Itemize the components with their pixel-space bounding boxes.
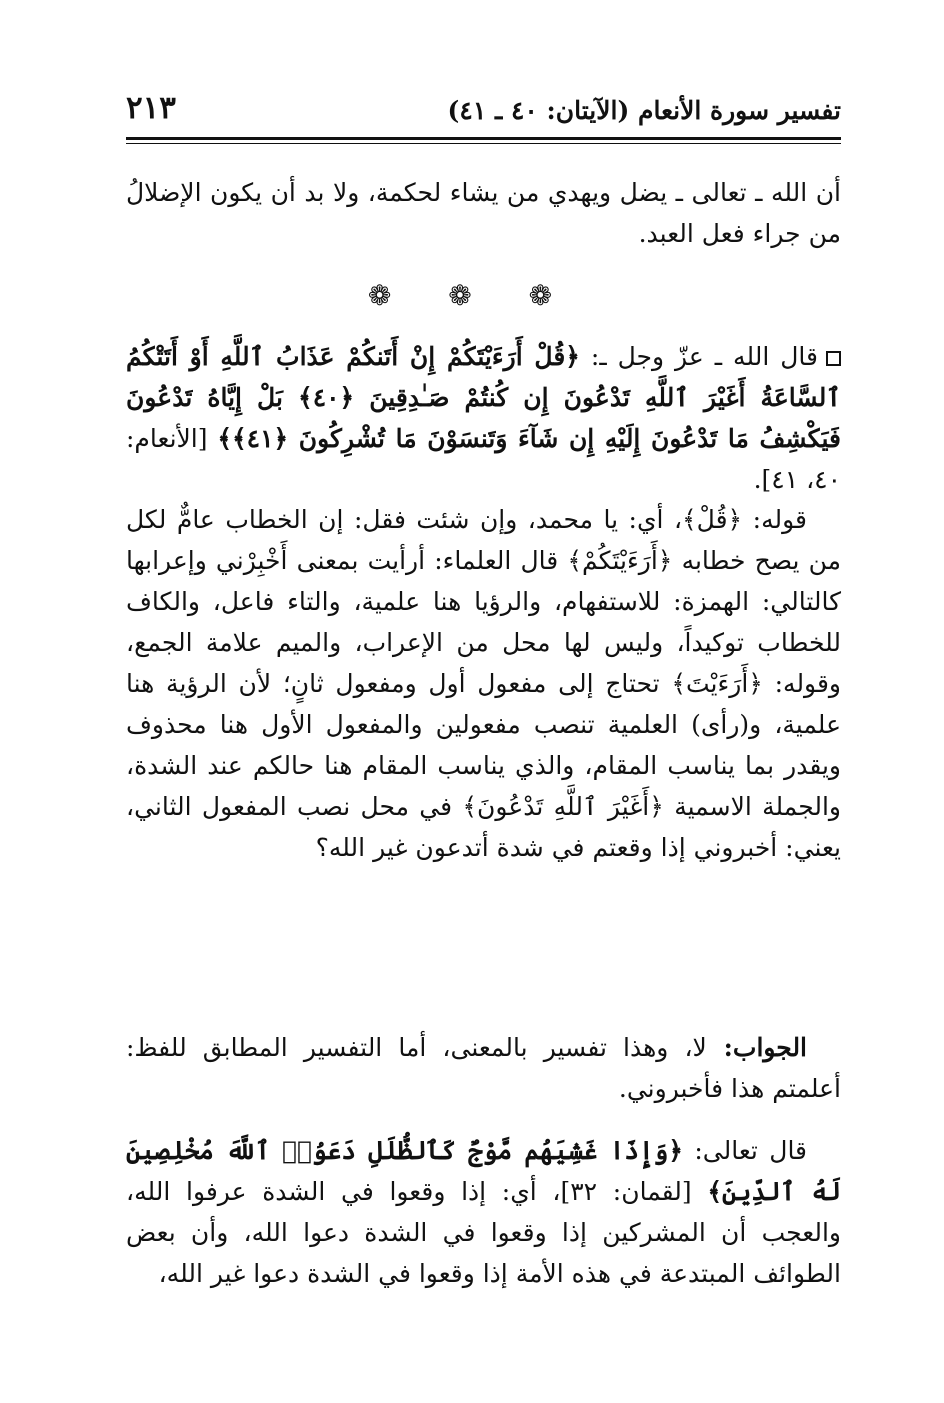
paragraph-verse-quote: [126, 336, 841, 500]
page-header: [126, 88, 841, 128]
quran-verse: ﴿قُلْ أَرَءَيْتَكُمْ إِنْ أَتَنكُمْ عَذَابُ ٱللَّهِ أَوْ أَتَتْكُمُ ٱلسَّاعَةُ أَغَيْرَ ٱللَّهِ تَدْعُونَ إِن كُنتُمْ صَـٰدِقِينَ ﴿٤٠﴾ بَلْ إِيَّاهُ تَدْعُونَ فَيَكْشِفُ مَا تَدْعُونَ إِلَيْهِ إِن شَآءَ وَتَنسَوْنَ مَا تُشْرِكُونَ ﴿٤١﴾﴾: [126, 342, 841, 453]
header-rule-thick: [126, 137, 841, 140]
verse-reference: [الأنعام: ٤٠، ٤١].: [126, 424, 841, 494]
verse-intro: قال الله ـ عزّ وجل ـ:: [579, 342, 818, 371]
paragraph-luqman: [126, 1130, 841, 1294]
paragraph-commentary: قوله: ﴿قُلْ﴾، أي: يا محمد، وإن شئت فقل: إن الخطاب عامٌّ لكل من يصح خطابه ﴿أَرَءَيْتَكُمْ﴾ قال العلماء: أرأيت بمعنى أَخْبِرْني وإعرابها كالتالي: الهمزة: للاستفهام، والرؤيا هنا علمية، والتاء فاعل، والكاف للخطاب توكيداً، وليس لها محل من الإعراب، والميم علامة الجمع، وقوله: ﴿أَرَءَيْتَ﴾ تحتاج إلى مفعول أول ومفعول ثانٍ؛ لأن الرؤية هنا علمية، و(رأى) العلمية تنصب مفعولين والمفعول الأول هنا محذوف ويقدر بما يناسب المقام، والذي يناسب المقام هنا حالكم عند الشدة، والجملة الاسمية ﴿أَغَيْرَ ٱللَّهِ تَدْعُونَ﴾ في محل نصب المفعول الثاني، يعني: أخبروني إذا وقعتم في شدة أتدعون غير الله؟: [126, 505, 841, 862]
section-square-icon: [826, 351, 841, 366]
section-separator: ❁ ❁ ❁: [367, 279, 577, 312]
luqman-verse: ﴿وَإِذَا غَشِيَهُم مَّوْجٌ كَٱلظُّلَلِ دَعَوُا۟ ٱللَّهَ مُخْلِصِينَ لَهُ ٱلدِّينَ﴾: [126, 1136, 841, 1206]
page-number: ٢١٣: [126, 90, 176, 126]
paragraph-intro: أن الله ـ تعالى ـ يضل ويهدي من يشاء لحكمة، ولا بد أن يكون الإضلالُ من جراء فعل العبد.: [126, 178, 841, 248]
answer-label: الجواب:: [706, 1033, 808, 1062]
header-rule-thin: [126, 143, 841, 144]
running-title: تفسير سورة الأنعام (الآيتان: ٤٠ ـ ٤١): [447, 96, 841, 125]
paragraph-answer: [126, 1027, 841, 1109]
luqman-text: [لقمان: ٣٢]، أي: إذا وقعوا في الشدة عرفوا الله، والعجب أن المشركين إذا وقعوا في الشدة دعوا الله، وأن بعض الطوائف المبتدعة في هذه الأمة إذا وقعوا في الشدة دعوا غير الله،: [126, 1177, 841, 1288]
answer-text: لا، وهذا تفسير بالمعنى، أما التفسير المطابق للفظ: أعلمتم هذا فأخبروني.: [126, 1033, 841, 1103]
luqman-intro: قال تعالى:: [682, 1136, 808, 1165]
